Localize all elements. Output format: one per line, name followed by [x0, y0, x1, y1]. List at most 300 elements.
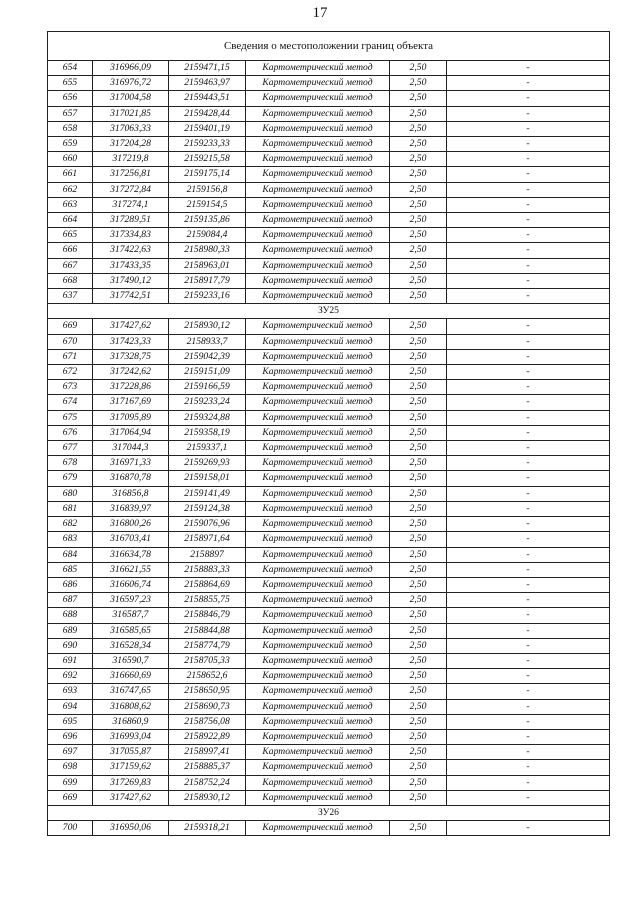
method-cell: Картометрический метод — [246, 517, 390, 532]
accuracy-cell: 2,50 — [390, 106, 447, 121]
point-number-cell: 692 — [48, 669, 93, 684]
point-number-cell: 654 — [48, 61, 93, 76]
table-row — [48, 182, 610, 197]
x-coordinate-cell: 316870,78 — [93, 471, 169, 486]
accuracy-cell: 2,50 — [390, 638, 447, 653]
point-number-cell: 680 — [48, 486, 93, 501]
method-cell: Картометрический метод — [246, 471, 390, 486]
method-cell: Картометрический метод — [246, 380, 390, 395]
x-coordinate-cell: 317423,33 — [93, 334, 169, 349]
point-number-cell: 698 — [48, 760, 93, 775]
description-cell: - — [447, 76, 610, 91]
table-body — [48, 32, 610, 836]
y-coordinate-cell: 2159401,19 — [169, 121, 246, 136]
description-cell: - — [447, 714, 610, 729]
table-row — [48, 623, 610, 638]
x-coordinate-cell: 316660,69 — [93, 669, 169, 684]
method-cell: Картометрический метод — [246, 608, 390, 623]
method-cell: Картометрический метод — [246, 623, 390, 638]
x-coordinate-cell: 317272,84 — [93, 182, 169, 197]
description-cell: - — [447, 380, 610, 395]
point-number-cell: 682 — [48, 517, 93, 532]
description-cell: - — [447, 441, 610, 456]
point-number-cell: 663 — [48, 197, 93, 212]
accuracy-cell: 2,50 — [390, 532, 447, 547]
point-number-cell: 679 — [48, 471, 93, 486]
x-coordinate-cell: 317044,3 — [93, 441, 169, 456]
point-number-cell: 700 — [48, 821, 93, 836]
table-row — [48, 593, 610, 608]
description-cell: - — [447, 182, 610, 197]
point-number-cell: 661 — [48, 167, 93, 182]
table-row — [48, 760, 610, 775]
y-coordinate-cell: 2159471,15 — [169, 61, 246, 76]
method-cell: Картометрический метод — [246, 243, 390, 258]
table-row — [48, 821, 610, 836]
table-row — [48, 91, 610, 106]
method-cell: Картометрический метод — [246, 334, 390, 349]
table-row — [48, 289, 610, 304]
y-coordinate-cell: 2158897 — [169, 547, 246, 562]
table-header-row — [48, 32, 610, 61]
method-cell: Картометрический метод — [246, 258, 390, 273]
point-number-cell: 664 — [48, 213, 93, 228]
accuracy-cell: 2,50 — [390, 182, 447, 197]
method-cell: Картометрический метод — [246, 532, 390, 547]
x-coordinate-cell: 317427,62 — [93, 319, 169, 334]
point-number-cell: 667 — [48, 258, 93, 273]
method-cell: Картометрический метод — [246, 61, 390, 76]
x-coordinate-cell: 317289,51 — [93, 213, 169, 228]
point-number-cell: 685 — [48, 562, 93, 577]
point-number-cell: 659 — [48, 137, 93, 152]
table-row — [48, 577, 610, 592]
description-cell: - — [447, 593, 610, 608]
accuracy-cell: 2,50 — [390, 699, 447, 714]
x-coordinate-cell: 316585,65 — [93, 623, 169, 638]
table-row — [48, 197, 610, 212]
table-row — [48, 106, 610, 121]
method-cell: Картометрический метод — [246, 106, 390, 121]
point-number-cell: 677 — [48, 441, 93, 456]
point-number-cell: 668 — [48, 273, 93, 288]
section-row — [48, 304, 610, 319]
point-number-cell: 693 — [48, 684, 93, 699]
accuracy-cell: 2,50 — [390, 425, 447, 440]
table-row — [48, 638, 610, 653]
method-cell: Картометрический метод — [246, 790, 390, 805]
point-number-cell: 699 — [48, 775, 93, 790]
accuracy-cell: 2,50 — [390, 760, 447, 775]
accuracy-cell: 2,50 — [390, 228, 447, 243]
accuracy-cell: 2,50 — [390, 319, 447, 334]
method-cell: Картометрический метод — [246, 562, 390, 577]
accuracy-cell: 2,50 — [390, 273, 447, 288]
description-cell: - — [447, 121, 610, 136]
y-coordinate-cell: 2159463,97 — [169, 76, 246, 91]
method-cell: Картометрический метод — [246, 121, 390, 136]
point-number-cell: 691 — [48, 653, 93, 668]
y-coordinate-cell: 2158690,73 — [169, 699, 246, 714]
point-number-cell: 660 — [48, 152, 93, 167]
table-row — [48, 395, 610, 410]
accuracy-cell: 2,50 — [390, 197, 447, 212]
accuracy-cell: 2,50 — [390, 334, 447, 349]
accuracy-cell: 2,50 — [390, 91, 447, 106]
table-row — [48, 243, 610, 258]
y-coordinate-cell: 2159337,1 — [169, 441, 246, 456]
accuracy-cell: 2,50 — [390, 456, 447, 471]
x-coordinate-cell: 317167,69 — [93, 395, 169, 410]
point-number-cell: 688 — [48, 608, 93, 623]
method-cell: Картометрический метод — [246, 273, 390, 288]
x-coordinate-cell: 317159,62 — [93, 760, 169, 775]
point-number-cell: 671 — [48, 349, 93, 364]
x-coordinate-cell: 316860,9 — [93, 714, 169, 729]
description-cell: - — [447, 228, 610, 243]
accuracy-cell: 2,50 — [390, 501, 447, 516]
y-coordinate-cell: 2159141,49 — [169, 486, 246, 501]
y-coordinate-cell: 2159135,86 — [169, 213, 246, 228]
method-cell: Картометрический метод — [246, 441, 390, 456]
x-coordinate-cell: 316839,97 — [93, 501, 169, 516]
point-number-cell: 687 — [48, 593, 93, 608]
table-row — [48, 471, 610, 486]
description-cell: - — [447, 91, 610, 106]
y-coordinate-cell: 2158917,79 — [169, 273, 246, 288]
y-coordinate-cell: 2158971,64 — [169, 532, 246, 547]
accuracy-cell: 2,50 — [390, 653, 447, 668]
point-number-cell: 681 — [48, 501, 93, 516]
y-coordinate-cell: 2159215,58 — [169, 152, 246, 167]
table-row — [48, 517, 610, 532]
description-cell: - — [447, 669, 610, 684]
y-coordinate-cell: 2159154,5 — [169, 197, 246, 212]
table-row — [48, 319, 610, 334]
y-coordinate-cell: 2159166,59 — [169, 380, 246, 395]
description-cell: - — [447, 197, 610, 212]
x-coordinate-cell: 316950,06 — [93, 821, 169, 836]
point-number-cell: 683 — [48, 532, 93, 547]
x-coordinate-cell: 317256,81 — [93, 167, 169, 182]
method-cell: Картометрический метод — [246, 684, 390, 699]
point-number-cell: 637 — [48, 289, 93, 304]
x-coordinate-cell: 317219,8 — [93, 152, 169, 167]
y-coordinate-cell: 2159318,21 — [169, 821, 246, 836]
x-coordinate-cell: 316966,09 — [93, 61, 169, 76]
point-number-cell: 670 — [48, 334, 93, 349]
accuracy-cell: 2,50 — [390, 471, 447, 486]
description-cell: - — [447, 623, 610, 638]
description-cell: - — [447, 562, 610, 577]
point-number-cell: 676 — [48, 425, 93, 440]
table-row — [48, 425, 610, 440]
table-row — [48, 213, 610, 228]
x-coordinate-cell: 316590,7 — [93, 653, 169, 668]
y-coordinate-cell: 2159156,8 — [169, 182, 246, 197]
boundary-coordinates-table — [47, 31, 610, 836]
method-cell: Картометрический метод — [246, 501, 390, 516]
accuracy-cell: 2,50 — [390, 486, 447, 501]
point-number-cell: 658 — [48, 121, 93, 136]
method-cell: Картометрический метод — [246, 395, 390, 410]
x-coordinate-cell: 317004,58 — [93, 91, 169, 106]
table-row — [48, 775, 610, 790]
accuracy-cell: 2,50 — [390, 152, 447, 167]
method-cell: Картометрический метод — [246, 91, 390, 106]
method-cell: Картометрический метод — [246, 213, 390, 228]
y-coordinate-cell: 2158997,41 — [169, 745, 246, 760]
description-cell: - — [447, 334, 610, 349]
description-cell: - — [447, 821, 610, 836]
x-coordinate-cell: 317228,86 — [93, 380, 169, 395]
point-number-cell: 697 — [48, 745, 93, 760]
table-row — [48, 790, 610, 805]
y-coordinate-cell: 2159428,44 — [169, 106, 246, 121]
section-label: ЗУ26 — [48, 805, 610, 820]
table-row — [48, 532, 610, 547]
point-number-cell: 665 — [48, 228, 93, 243]
method-cell: Картометрический метод — [246, 669, 390, 684]
method-cell: Картометрический метод — [246, 289, 390, 304]
table-row — [48, 745, 610, 760]
point-number-cell: 675 — [48, 410, 93, 425]
section-label: ЗУ25 — [48, 304, 610, 319]
method-cell: Картометрический метод — [246, 593, 390, 608]
table-row — [48, 121, 610, 136]
table-row — [48, 653, 610, 668]
method-cell: Картометрический метод — [246, 76, 390, 91]
description-cell: - — [447, 410, 610, 425]
x-coordinate-cell: 317055,87 — [93, 745, 169, 760]
x-coordinate-cell: 317064,94 — [93, 425, 169, 440]
accuracy-cell: 2,50 — [390, 714, 447, 729]
description-cell: - — [447, 258, 610, 273]
table-row — [48, 501, 610, 516]
description-cell: - — [447, 790, 610, 805]
x-coordinate-cell: 316621,55 — [93, 562, 169, 577]
method-cell: Картометрический метод — [246, 228, 390, 243]
accuracy-cell: 2,50 — [390, 441, 447, 456]
accuracy-cell: 2,50 — [390, 349, 447, 364]
description-cell: - — [447, 577, 610, 592]
point-number-cell: 673 — [48, 380, 93, 395]
y-coordinate-cell: 2159175,14 — [169, 167, 246, 182]
x-coordinate-cell: 316808,62 — [93, 699, 169, 714]
y-coordinate-cell: 2159233,16 — [169, 289, 246, 304]
x-coordinate-cell: 316528,34 — [93, 638, 169, 653]
point-number-cell: 662 — [48, 182, 93, 197]
table-row — [48, 441, 610, 456]
description-cell: - — [447, 395, 610, 410]
table-row — [48, 152, 610, 167]
accuracy-cell: 2,50 — [390, 684, 447, 699]
x-coordinate-cell: 316606,74 — [93, 577, 169, 592]
x-coordinate-cell: 317021,85 — [93, 106, 169, 121]
point-number-cell: 689 — [48, 623, 93, 638]
table-row — [48, 137, 610, 152]
y-coordinate-cell: 2158930,12 — [169, 319, 246, 334]
y-coordinate-cell: 2159151,09 — [169, 365, 246, 380]
x-coordinate-cell: 317334,83 — [93, 228, 169, 243]
description-cell: - — [447, 699, 610, 714]
x-coordinate-cell: 317063,33 — [93, 121, 169, 136]
point-number-cell: 684 — [48, 547, 93, 562]
method-cell: Картометрический метод — [246, 821, 390, 836]
x-coordinate-cell: 316856,8 — [93, 486, 169, 501]
accuracy-cell: 2,50 — [390, 547, 447, 562]
description-cell: - — [447, 425, 610, 440]
method-cell: Картометрический метод — [246, 577, 390, 592]
table-row — [48, 486, 610, 501]
table-row — [48, 228, 610, 243]
y-coordinate-cell: 2159076,96 — [169, 517, 246, 532]
x-coordinate-cell: 317427,62 — [93, 790, 169, 805]
table-row — [48, 410, 610, 425]
x-coordinate-cell: 316993,04 — [93, 729, 169, 744]
description-cell: - — [447, 61, 610, 76]
y-coordinate-cell: 2158980,33 — [169, 243, 246, 258]
table-row — [48, 334, 610, 349]
y-coordinate-cell: 2159233,33 — [169, 137, 246, 152]
accuracy-cell: 2,50 — [390, 380, 447, 395]
point-number-cell: 666 — [48, 243, 93, 258]
description-cell: - — [447, 106, 610, 121]
x-coordinate-cell: 317269,83 — [93, 775, 169, 790]
point-number-cell: 695 — [48, 714, 93, 729]
table-row — [48, 61, 610, 76]
method-cell: Картометрический метод — [246, 319, 390, 334]
accuracy-cell: 2,50 — [390, 775, 447, 790]
description-cell: - — [447, 456, 610, 471]
description-cell: - — [447, 273, 610, 288]
y-coordinate-cell: 2158705,33 — [169, 653, 246, 668]
description-cell: - — [447, 365, 610, 380]
accuracy-cell: 2,50 — [390, 623, 447, 638]
accuracy-cell: 2,50 — [390, 608, 447, 623]
x-coordinate-cell: 316747,65 — [93, 684, 169, 699]
accuracy-cell: 2,50 — [390, 258, 447, 273]
y-coordinate-cell: 2158846,79 — [169, 608, 246, 623]
point-number-cell: 669 — [48, 790, 93, 805]
method-cell: Картометрический метод — [246, 638, 390, 653]
x-coordinate-cell: 316597,23 — [93, 593, 169, 608]
table-row — [48, 684, 610, 699]
method-cell: Картометрический метод — [246, 137, 390, 152]
description-cell: - — [447, 729, 610, 744]
description-cell: - — [447, 137, 610, 152]
point-number-cell: 674 — [48, 395, 93, 410]
method-cell: Картометрический метод — [246, 410, 390, 425]
description-cell: - — [447, 319, 610, 334]
accuracy-cell: 2,50 — [390, 517, 447, 532]
x-coordinate-cell: 317242,62 — [93, 365, 169, 380]
y-coordinate-cell: 2159042,39 — [169, 349, 246, 364]
table-row — [48, 273, 610, 288]
method-cell: Картометрический метод — [246, 547, 390, 562]
x-coordinate-cell: 316800,26 — [93, 517, 169, 532]
description-cell: - — [447, 152, 610, 167]
description-cell: - — [447, 501, 610, 516]
method-cell: Картометрический метод — [246, 182, 390, 197]
description-cell: - — [447, 486, 610, 501]
method-cell: Картометрический метод — [246, 729, 390, 744]
description-cell: - — [447, 745, 610, 760]
accuracy-cell: 2,50 — [390, 61, 447, 76]
point-number-cell: 655 — [48, 76, 93, 91]
x-coordinate-cell: 317204,28 — [93, 137, 169, 152]
page-number: 17 — [312, 5, 328, 21]
method-cell: Картометрический метод — [246, 775, 390, 790]
y-coordinate-cell: 2159443,51 — [169, 91, 246, 106]
accuracy-cell: 2,50 — [390, 243, 447, 258]
y-coordinate-cell: 2159124,38 — [169, 501, 246, 516]
table-row — [48, 76, 610, 91]
method-cell: Картометрический метод — [246, 425, 390, 440]
y-coordinate-cell: 2158774,79 — [169, 638, 246, 653]
y-coordinate-cell: 2159269,93 — [169, 456, 246, 471]
table-row — [48, 669, 610, 684]
y-coordinate-cell: 2158652,6 — [169, 669, 246, 684]
description-cell: - — [447, 760, 610, 775]
point-number-cell: 694 — [48, 699, 93, 714]
table-row — [48, 547, 610, 562]
accuracy-cell: 2,50 — [390, 562, 447, 577]
y-coordinate-cell: 2159324,88 — [169, 410, 246, 425]
description-cell: - — [447, 289, 610, 304]
method-cell: Картометрический метод — [246, 365, 390, 380]
accuracy-cell: 2,50 — [390, 745, 447, 760]
table-row — [48, 562, 610, 577]
description-cell: - — [447, 517, 610, 532]
y-coordinate-cell: 2158922,89 — [169, 729, 246, 744]
point-number-cell: 696 — [48, 729, 93, 744]
description-cell: - — [447, 547, 610, 562]
accuracy-cell: 2,50 — [390, 365, 447, 380]
x-coordinate-cell: 317328,75 — [93, 349, 169, 364]
y-coordinate-cell: 2158752,24 — [169, 775, 246, 790]
description-cell: - — [447, 349, 610, 364]
x-coordinate-cell: 316971,33 — [93, 456, 169, 471]
accuracy-cell: 2,50 — [390, 669, 447, 684]
method-cell: Картометрический метод — [246, 699, 390, 714]
y-coordinate-cell: 2158930,12 — [169, 790, 246, 805]
description-cell: - — [447, 775, 610, 790]
table-row — [48, 258, 610, 273]
y-coordinate-cell: 2158864,69 — [169, 577, 246, 592]
description-cell: - — [447, 653, 610, 668]
table-row — [48, 167, 610, 182]
table-row — [48, 380, 610, 395]
y-coordinate-cell: 2158885,37 — [169, 760, 246, 775]
section-row — [48, 805, 610, 820]
accuracy-cell: 2,50 — [390, 577, 447, 592]
point-number-cell: 690 — [48, 638, 93, 653]
y-coordinate-cell: 2158756,08 — [169, 714, 246, 729]
accuracy-cell: 2,50 — [390, 395, 447, 410]
x-coordinate-cell: 316976,72 — [93, 76, 169, 91]
x-coordinate-cell: 317742,51 — [93, 289, 169, 304]
method-cell: Картометрический метод — [246, 152, 390, 167]
x-coordinate-cell: 316703,41 — [93, 532, 169, 547]
x-coordinate-cell: 317274,1 — [93, 197, 169, 212]
table-row — [48, 699, 610, 714]
description-cell: - — [447, 213, 610, 228]
accuracy-cell: 2,50 — [390, 729, 447, 744]
table-row — [48, 714, 610, 729]
accuracy-cell: 2,50 — [390, 821, 447, 836]
y-coordinate-cell: 2158963,01 — [169, 258, 246, 273]
